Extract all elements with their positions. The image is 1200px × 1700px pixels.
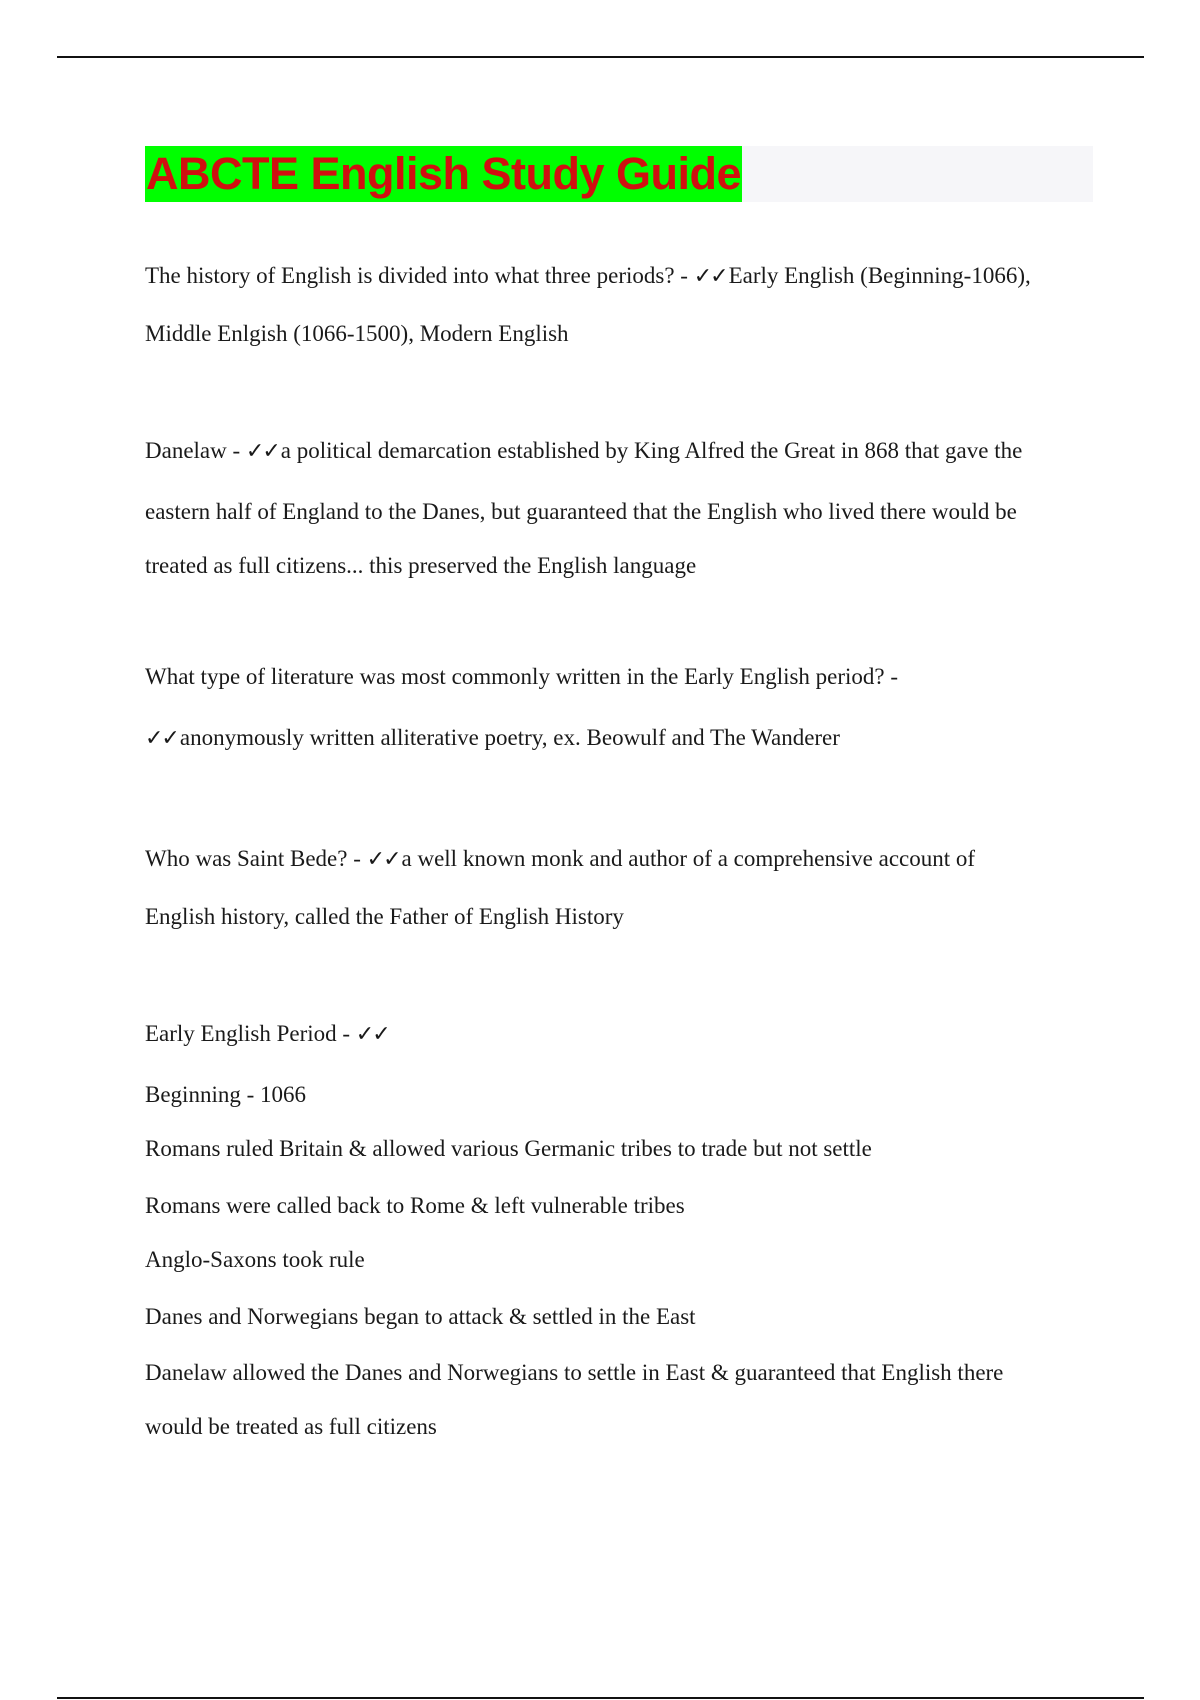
entry-5-answer-line: would be treated as full citizens (145, 1414, 437, 1439)
entry-5-answer-line: Beginning - 1066 (145, 1082, 306, 1107)
entry-1-line-2: Middle Enlgish (1066-1500), Modern English (145, 321, 569, 346)
entry-1-answer: Early English (Beginning-1066), (728, 263, 1031, 288)
document-title: ABCTE English Study Guide (145, 146, 742, 202)
check-mark-icon: ✓✓ (355, 1022, 389, 1047)
check-mark-icon: ✓✓ (245, 439, 279, 464)
entry-2-question: Danelaw - (145, 438, 246, 463)
check-mark-icon: ✓✓ (693, 264, 727, 289)
entry-5-answer-line: Danes and Norwegians began to attack & settled in the East (145, 1304, 696, 1329)
entry-5-line-1 (145, 1020, 391, 1049)
page-bottom-rule (57, 1697, 1144, 1699)
entry-4-answer: a well known monk and author of a comprehensive account of (401, 846, 976, 871)
entry-2-line-2: eastern half of England to the Danes, but guaranteed that the English who lived there would be (145, 499, 1017, 524)
entry-1-line-1 (145, 262, 1031, 291)
entry-2-answer: a political demarcation established by King Alfred the Great in 868 that gave the (280, 438, 1023, 463)
entry-3-answer: anonymously written alliterative poetry, ex. Beowulf and The Wanderer (179, 725, 840, 750)
entry-5-answer-line: Romans were called back to Rome & left vulnerable tribes (145, 1193, 685, 1218)
entry-4-line-1 (145, 845, 975, 874)
entry-5-answer-line: Anglo-Saxons took rule (145, 1247, 365, 1272)
check-mark-icon: ✓✓ (366, 847, 400, 872)
entry-1-question: The history of English is divided into what three periods? - (145, 263, 694, 288)
entry-4-question: Who was Saint Bede? - (145, 846, 367, 871)
entry-3-line-2 (145, 724, 840, 753)
entry-5-question: Early English Period - (145, 1021, 356, 1046)
entry-3-line-1: What type of literature was most commonly written in the Early English period? - (145, 664, 899, 689)
entry-2-line-3: treated as full citizens... this preserved the English language (145, 553, 697, 578)
entry-4-line-2: English history, called the Father of English History (145, 904, 624, 929)
entry-5-answer-line: Romans ruled Britain & allowed various Germanic tribes to trade but not settle (145, 1136, 872, 1161)
entry-2-line-1 (145, 437, 1022, 466)
page-top-rule (57, 56, 1144, 58)
check-mark-icon: ✓✓ (145, 726, 178, 751)
entry-5-answer-line: Danelaw allowed the Danes and Norwegians to settle in East & guaranteed that English there (145, 1360, 1004, 1385)
